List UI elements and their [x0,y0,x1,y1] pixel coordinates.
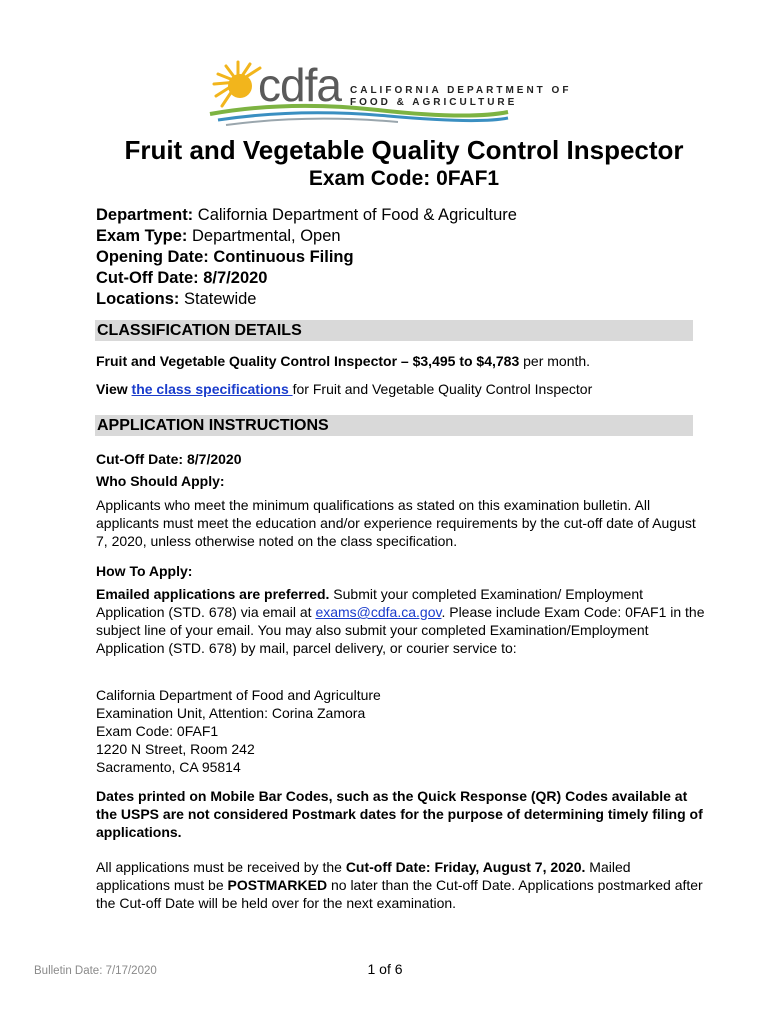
who-should-apply-heading: Who Should Apply: [96,473,225,489]
address-line: California Department of Food and Agriculture [96,687,381,703]
meta-value: 8/7/2020 [198,269,268,287]
logo-dept-line1: CALIFORNIA DEPARTMENT OF [350,85,572,96]
emailed-preferred: Emailed applications are preferred. [96,586,330,602]
meta-label: Exam Type: [96,227,188,245]
application-cutoff: Cut-Off Date: 8/7/2020 [96,451,242,467]
application-heading: APPLICATION INSTRUCTIONS [95,415,693,436]
class-specifications-link[interactable]: the class specifications [131,381,293,397]
address-line: 1220 N Street, Room 242 [96,741,255,757]
meta-label: Locations: [96,290,180,308]
meta-value: Continuous Filing [208,248,354,266]
meta-value: California Department of Food & Agriculture [193,206,517,224]
meta-label: Opening Date: [96,248,209,266]
meta-exam-type [96,226,517,247]
mailing-address [96,686,706,776]
view-suffix: for Fruit and Vegetable Quality Control Inspector [292,381,593,397]
view-prefix: View [96,381,132,397]
postmark-note: Dates printed on Mobile Bar Codes, such as the Quick Response (QR) Codes available at the USPS are not considered Postmark dates for the purpose of determining timely filing of applications. [96,788,703,840]
cdfa-logo [208,52,578,132]
how-text-part2: . Please include Exam Code: 0FAF1 in the subject line of your email. You may also submit your completed Examination/Employment Application (STD. 678) by mail, parcel delivery, or courier service to: [96,604,705,656]
exams-email-link[interactable]: exams@cdfa.ca.gov [315,604,442,620]
address-line: Exam Code: 0FAF1 [96,723,219,739]
final-part3: no later than the Cut-off Date. Applications postmarked after the Cut-off Date will be held over for the next examination. [96,877,703,911]
meta-label: Cut-Off Date: [96,269,199,287]
logo-wordmark: cdfa [258,59,341,111]
salary-period: per month. [519,353,591,369]
meta-locations [96,289,517,310]
page-title: Fruit and Vegetable Quality Control Inspector [124,135,684,165]
meta-cutoff-date [96,268,517,289]
bulletin-date: Bulletin Date: 7/17/2020 [34,965,157,977]
final-part1: All applications must be received by the [96,859,346,875]
final-part2: Mailed applications must be [96,859,631,893]
how-to-apply-text [96,585,706,657]
salary-range: Fruit and Vegetable Quality Control Inspector – $3,495 to $4,783 [96,353,520,369]
class-spec-line [96,380,706,398]
final-deadline-text [96,858,706,912]
salary-line [96,352,706,370]
classification-heading: CLASSIFICATION DETAILS [95,320,693,341]
how-text-part1: Submit your completed Examination/ Employment Application (STD. 678) via email at [96,586,644,620]
meta-value: Statewide [179,290,257,308]
logo-department-name [350,85,571,109]
exam-meta [96,205,517,310]
meta-value: Departmental, Open [187,227,341,245]
postmarked-emphasis: POSTMARKED [227,877,328,893]
meta-label: Department: [96,206,194,224]
logo-dept-line2: FOOD & AGRICULTURE [350,97,518,108]
address-line: Sacramento, CA 95814 [96,759,241,775]
exam-code-heading: Exam Code: 0FAF1 [308,167,500,190]
meta-department [96,205,517,226]
how-to-apply-heading: How To Apply: [96,563,193,579]
who-should-apply-text: Applicants who meet the minimum qualifications as stated on this examination bulletin. All applicants must meet the education and/or experience requirements by the cut-off date of August 7, 2020, unless otherwise noted on the class specification. [96,497,696,549]
page-number: 1 of 6 [367,961,403,977]
final-cutoff-date: Cut-off Date: Friday, August 7, 2020. [345,859,586,875]
meta-opening-date [96,247,517,268]
address-line: Examination Unit, Attention: Corina Zamora [96,705,366,721]
